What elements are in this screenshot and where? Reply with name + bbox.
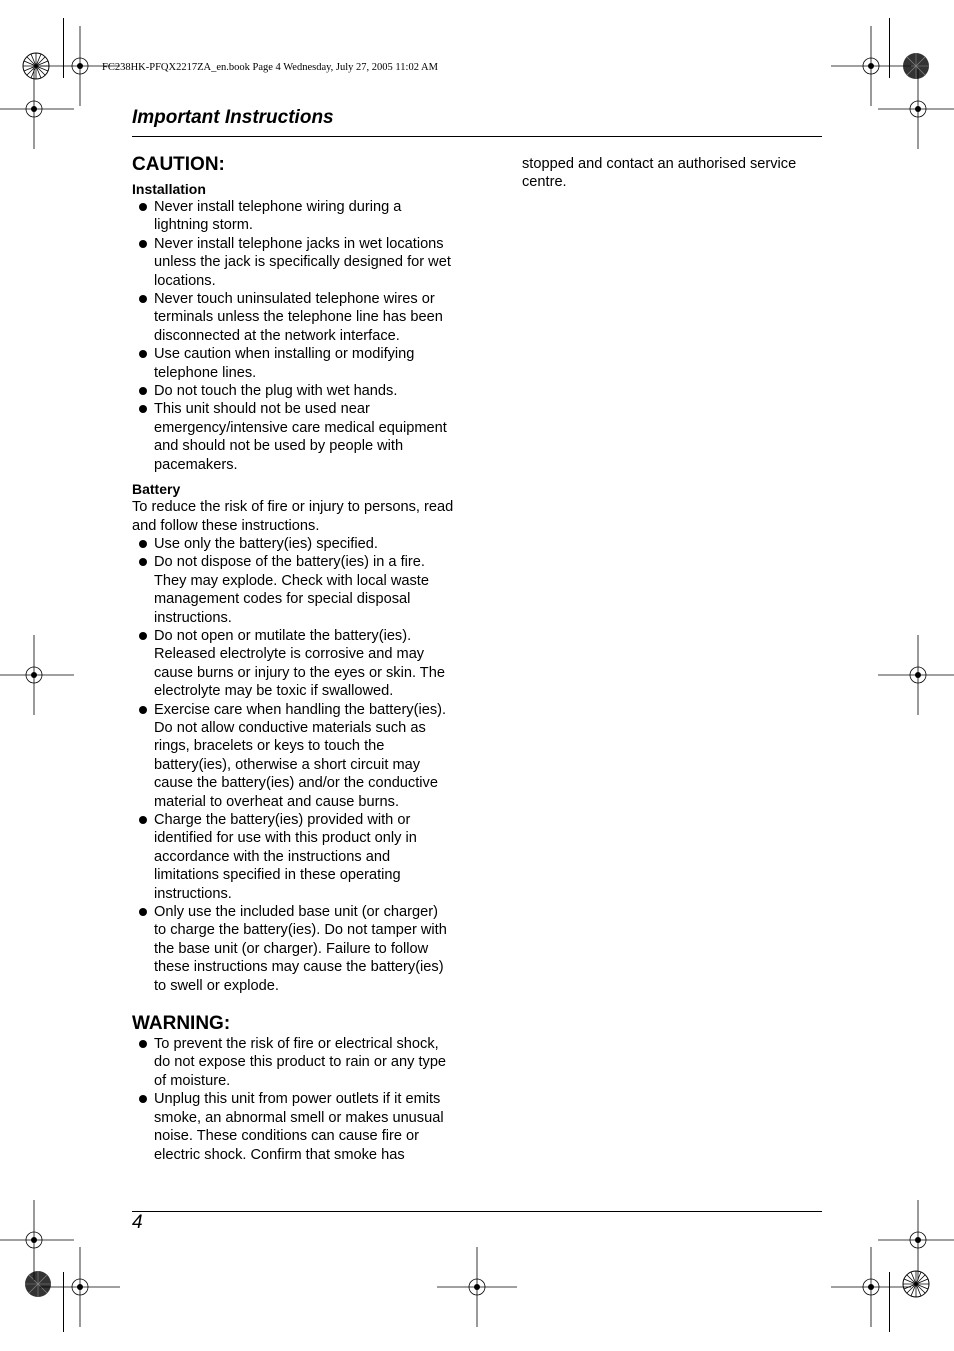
- list-item: Do not dispose of the battery(ies) in a fire. They may explode. Check with local waste management codes for special disposal instructions.: [132, 553, 454, 627]
- warning-continuation: stopped and contact an authorised service centre.: [522, 156, 797, 191]
- trim-line: [889, 18, 890, 78]
- installation-list: [132, 198, 454, 474]
- list-item: Unplug this unit from power outlets if it emits smoke, an abnormal smell or makes unusual noise. These conditions can cause fire or electric shock. Confirm that smoke has: [132, 1090, 454, 1164]
- print-header: FC238HK-PFQX2217ZA_en.book Page 4 Wednesday, July 27, 2005 11:02 AM: [102, 62, 438, 73]
- list-item: Never touch uninsulated telephone wires or terminals unless the telephone line has been disconnected at the network interface.: [132, 290, 454, 345]
- list-item: Use only the battery(ies) specified.: [132, 535, 454, 553]
- list-item: Do not touch the plug with wet hands.: [132, 382, 454, 400]
- warning-list: [132, 1035, 454, 1164]
- trim-line: [63, 18, 64, 78]
- battery-heading: Battery: [132, 481, 181, 498]
- caution-heading: CAUTION:: [132, 154, 225, 175]
- list-item: To prevent the risk of fire or electrical shock, do not expose this product to rain or any type of moisture.: [132, 1035, 454, 1090]
- header-rule: [132, 136, 822, 137]
- page-number: 4: [132, 1212, 143, 1233]
- list-item: Never install telephone wiring during a lightning storm.: [132, 198, 454, 235]
- list-item: Never install telephone jacks in wet locations unless the jack is specifically designed for wet locations.: [132, 235, 454, 290]
- battery-intro: To reduce the risk of fire or injury to persons, read and follow these instructions.: [132, 499, 454, 534]
- battery-list: [132, 535, 454, 995]
- installation-heading: Installation: [132, 181, 206, 197]
- footer-rule: [132, 1211, 822, 1212]
- warning-heading: WARNING:: [132, 1013, 231, 1035]
- trim-line: [63, 1272, 64, 1332]
- list-item: Only use the included base unit (or charger) to charge the battery(ies). Do not tamper with the base unit (or charger). Failure to follow these instructions may cause the battery(ies) to swell or explode.: [132, 903, 454, 995]
- trim-line: [889, 1272, 890, 1332]
- section-title: Important Instructions: [132, 107, 334, 128]
- list-item: Do not open or mutilate the battery(ies). Released electrolyte is corrosive and may cause burns or injury to the eyes or skin. The electrolyte may be toxic if swallowed.: [132, 627, 454, 701]
- list-item: Charge the battery(ies) provided with or identified for use with this product only in accordance with the instructions and limitations specified in these operating instructions.: [132, 811, 454, 903]
- list-item: Exercise care when handling the battery(ies). Do not allow conductive materials such as rings, bracelets or keys to touch the battery(ies), otherwise a short circuit may cause the battery(ies) and/or the conductive material to overheat and cause burns.: [132, 701, 454, 811]
- list-item: This unit should not be used near emergency/intensive care medical equipment and should not be used by people with pacemakers.: [132, 400, 454, 474]
- list-item: Use caution when installing or modifying telephone lines.: [132, 345, 454, 382]
- left-column: [132, 154, 454, 1164]
- right-column: [522, 155, 822, 192]
